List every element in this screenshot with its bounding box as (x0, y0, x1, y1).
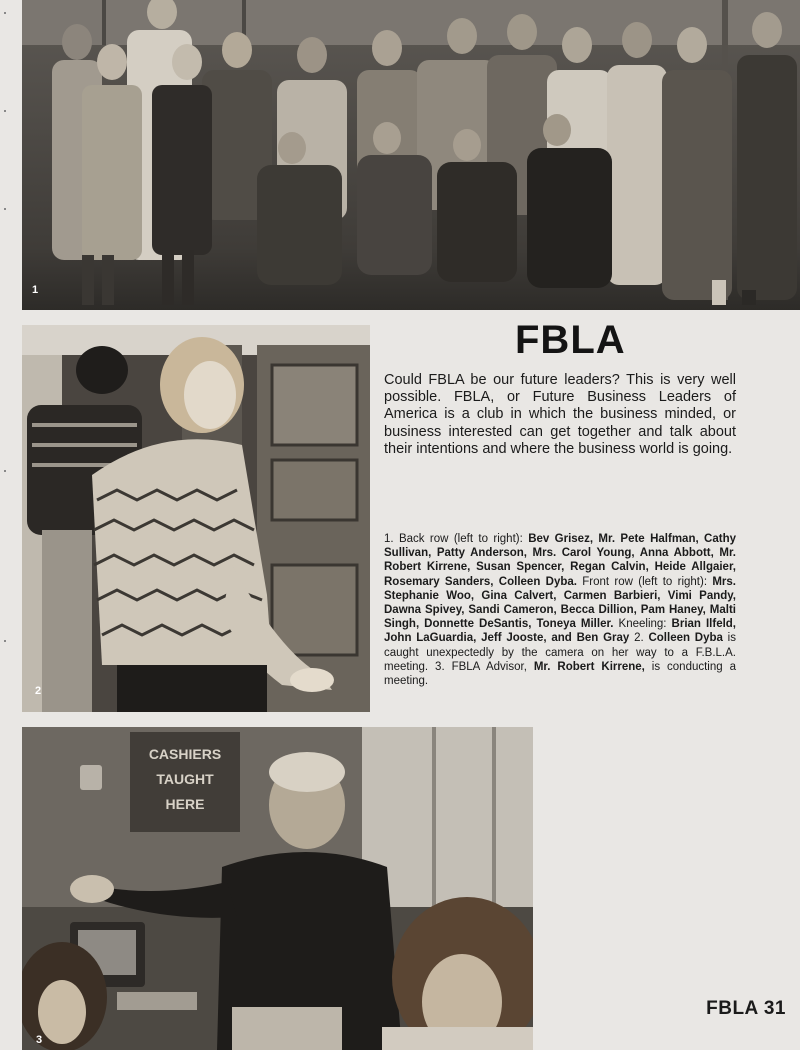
sign-line-3: HERE (165, 796, 205, 812)
binding-mark (4, 12, 6, 14)
caption-names-kneeling: Brian Ilfeld, John LaGuardia, Jeff Jooste, and Ben Gray (384, 618, 737, 645)
candid-photo-illustration (22, 325, 370, 712)
binding-mark (4, 470, 6, 472)
sign-line-2: TAUGHT (156, 771, 214, 787)
advisor-photo-illustration (22, 727, 533, 1050)
caption-name-advisor: Mr. Robert Kirrene, (533, 660, 645, 673)
photo-caption (384, 532, 736, 688)
sign-line-1: CASHIERS (148, 746, 222, 762)
caption-names-back-row: Bev Grisez, Mr. Pete Halfman, Cathy Sullivan, Patty Anderson, Mrs. Carol Young, Anna Abbott, Mr. Robert Kirrene, Susan Spencer, Regan Calvin, Heide Allgaier, Rosemary Sanders, Colleen Dyba. (384, 533, 737, 588)
caption-name-photo2: Colleen Dyba (648, 632, 723, 645)
photo-number: 3 (36, 1034, 43, 1046)
caption-label: Front row (left to right): (576, 575, 713, 588)
binding-mark (4, 640, 6, 642)
caption-text: is conducting a meeting. (384, 660, 736, 688)
photo-number: 1 (32, 284, 39, 296)
binding-mark (4, 208, 6, 210)
caption-label: 1. Back row (left to right): (384, 533, 529, 545)
candid-photo (22, 325, 370, 712)
group-photo (22, 0, 800, 310)
caption-label: Kneeling: (613, 618, 672, 631)
binding-mark (4, 110, 6, 112)
caption-label: 2. (629, 632, 649, 645)
caption-text: is caught unexpectedly by the camera on her way to a F.B.L.A. meeting. 3. FBLA Advisor, (384, 632, 736, 673)
caption-names-front-row: Mrs. Stephanie Woo, Gina Calvert, Carmen Barbieri, Vimi Pandy, Dawna Spivey, Sandi Cameron, Becca Dillion, Pam Haney, Malti Singh, Donnette DeSantis, Toneya Miller. (384, 575, 736, 631)
advisor-photo (22, 727, 533, 1050)
group-photo-illustration (22, 0, 800, 310)
page-folio: FBLA 31 (706, 998, 786, 1019)
photo-number: 2 (35, 685, 42, 697)
page-title: FBLA (515, 318, 626, 362)
article-intro: Could FBLA be our future leaders? This is very well possible. FBLA, or Future Business Leaders of America is a club in which the business minded, or business interested can get together and talk about their intentions and where the business world is going. (384, 372, 736, 457)
